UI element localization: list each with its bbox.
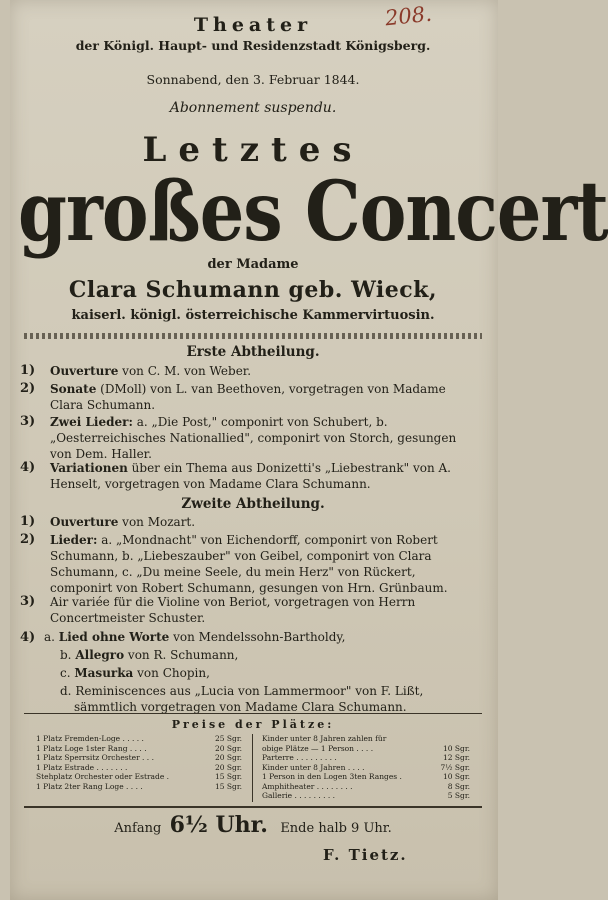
program-item: Sonate (DMoll) von L. van Beethoven, vorgetragen von Madame Clara Schumann. (50, 382, 446, 412)
abonnement-line: Abonnement suspendu. (169, 100, 337, 116)
program-number: 4) (20, 460, 36, 475)
price-row: Parterre . . . . . . . . . 12 Sgr. (262, 753, 470, 762)
program-number: 1) (20, 363, 36, 378)
sub-item: b. Allegro von R. Schumann, (60, 648, 239, 662)
price-row: obige Plätze — 1 Person . . . . 10 Sgr. (262, 743, 470, 753)
end-time: Ende halb 9 Uhr. (280, 821, 392, 836)
prices-left-column (36, 734, 242, 791)
date-line: Sonnabend, den 3. Februar 1844. (146, 72, 360, 87)
program-number: 3) (20, 594, 36, 609)
price-row: 1 Platz Loge 1ster Rang . . . . 20 Sgr. (36, 743, 242, 753)
title-letztes: Letztes (142, 130, 364, 170)
theater-heading: Theater (193, 14, 313, 36)
start-time-line (0, 812, 506, 838)
price-row: Stehplatz Orchester oder Estrade . 15 Sgr. (36, 772, 242, 781)
signature: F. Tietz. (323, 846, 408, 864)
start-time: 6½ Uhr. (169, 812, 268, 838)
royal-city-line: der Königl. Haupt- und Residenzstadt Königsberg. (75, 38, 431, 53)
der-madame-line: der Madame (207, 257, 299, 272)
price-row: Kinder unter 8 Jahren . . . . 7½ Sgr. (262, 762, 470, 772)
program-item: Lieder: a. „Mondnacht" von Eichendorff, componirt von Robert Schumann, b. „Liebeszauber" von Geibel, componirt von Clara Schumann, c. „Du meine Seele, du mein Herz" von Rückert, componirt von Robert Schumann, gesungen von Hrn. Grünbaum. (50, 533, 448, 595)
prices-right-column (262, 734, 470, 801)
price-row: Kinder unter 8 Jahren zahlen für (262, 734, 387, 743)
program-number: 1) (20, 514, 36, 529)
sub-item: d. Reminiscences aus „Lucia von Lammermoor" von F. Lißt, (60, 684, 424, 698)
handwritten-number: 208. (383, 1, 433, 31)
divider (24, 806, 482, 808)
prices-divider (252, 734, 253, 802)
ornamental-divider (24, 333, 482, 339)
sub-item: c. Masurka von Chopin, (60, 666, 210, 680)
program-item: Variationen über ein Thema aus Donizetti's „Liebestrank" von A. Henselt, vorgetragen von Madame Clara Schumann. (50, 461, 451, 491)
title-grosses-concert: großes Concert (18, 162, 608, 260)
price-row: Amphitheater . . . . . . . . 8 Sgr. (262, 781, 470, 791)
sub-item-final: sämmtlich vorgetragen von Madame Clara Schumann. (74, 700, 407, 714)
part2-heading: Zweite Abtheilung. (181, 496, 325, 512)
price-row: 1 Person in den Logen 3ten Ranges . 10 Sgr. (262, 772, 470, 781)
program-item: Ouverture von C. M. von Weber. (50, 364, 252, 378)
program-number: 4) (20, 630, 36, 645)
anfang-label: Anfang (114, 821, 162, 836)
program-number: 3) (20, 414, 36, 429)
price-row: 1 Platz Sperrsitz Orchester . . . 20 Sgr. (36, 753, 242, 762)
price-row: 1 Platz 2ter Rang Loge . . . . 15 Sgr. (36, 781, 242, 791)
price-row: 1 Platz Fremden-Loge . . . . . 25 Sgr. (36, 734, 242, 743)
price-row: 1 Platz Estrade . . . . . . . 20 Sgr. (36, 762, 242, 772)
part1-heading: Erste Abtheilung. (186, 344, 320, 360)
program-item: Ouverture von Mozart. (50, 515, 196, 529)
program-number: 2) (20, 532, 36, 547)
prices-title: Preise der Plätze: (171, 718, 335, 731)
price-row: Gallerie . . . . . . . . . 5 Sgr. (262, 791, 470, 800)
divider (24, 713, 482, 714)
program-item: Air variée für die Violine von Beriot, vorgetragen von Herrn Concertmeister Schuster. (50, 595, 416, 625)
program-number: 2) (20, 381, 36, 396)
performer-title: kaiserl. königl. österreichische Kammervirtuosin. (71, 308, 435, 323)
performer-name: Clara Schumann geb. Wieck, (68, 277, 438, 303)
sub-item: a. Lied ohne Worte von Mendelssohn-Bartholdy, (44, 630, 346, 644)
program-item: Zwei Lieder: a. „Die Post," componirt von Schubert, b. „Oesterreichisches Nationallied", componirt von Storch, gesungen von Dem. Haller. (50, 415, 457, 461)
